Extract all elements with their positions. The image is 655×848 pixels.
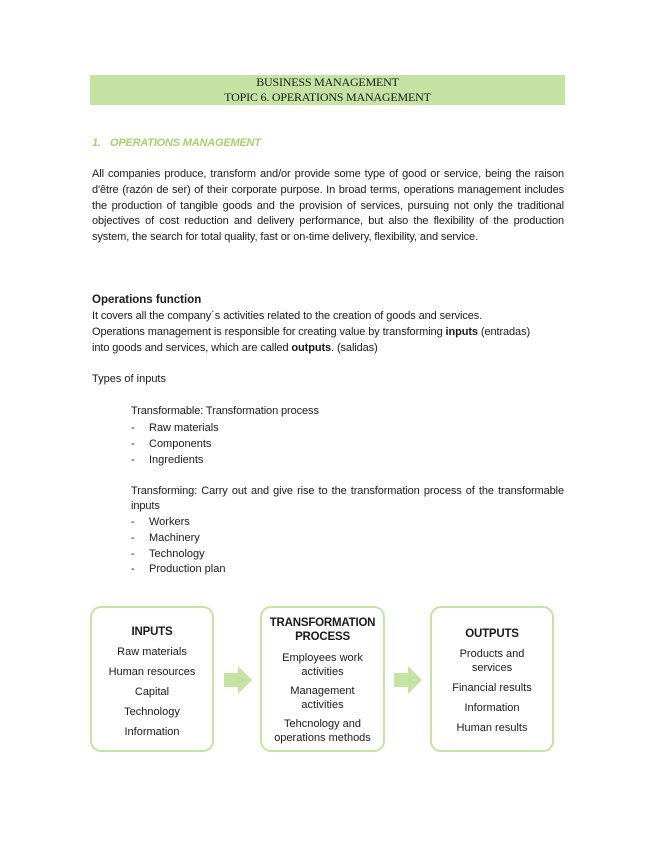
transformable-title: Transformable: Transformation process — [131, 405, 319, 417]
process-box-title-line-2: PROCESS — [295, 631, 350, 643]
header-course-title: BUSINESS MANAGEMENT — [256, 75, 399, 89]
section-number: 1. — [92, 137, 101, 149]
operations-function-line-2: Operations management is responsible for creating value by transforming inputs (entradas) — [92, 326, 531, 338]
process-item: Tehcnology and operations methods — [274, 718, 371, 744]
section-title: OPERATIONS MANAGEMENT — [110, 137, 261, 149]
inputs-item: Human resources — [108, 666, 196, 678]
transformable-list — [131, 421, 219, 468]
inputs-term: inputs — [445, 326, 478, 338]
process-box-title-line-1: TRANSFORMATION — [269, 617, 376, 629]
flow-arrow-icon — [394, 666, 422, 694]
outputs-box — [430, 606, 554, 752]
document-header — [90, 75, 565, 105]
inputs-box — [90, 606, 214, 752]
inputs-item: Information — [124, 726, 180, 738]
inputs-item: Capital — [134, 686, 170, 698]
operations-function-title: Operations function — [92, 294, 202, 306]
transforming-title: Transforming: Carry out and give rise to the transformation process of the transformable inputs — [131, 485, 564, 512]
operations-function-line-3: into goods and services, which are called outputs. (salidas) — [92, 342, 378, 354]
inputs-box-title: INPUTS — [131, 626, 173, 638]
section-heading — [92, 137, 261, 149]
process-item: Employees work activities — [282, 652, 363, 678]
outputs-item: Human results — [456, 722, 528, 734]
outputs-item: Information — [464, 702, 520, 714]
list-item: - Machinery — [131, 531, 200, 544]
list-item: - Production plan — [131, 563, 226, 576]
flow-arrow-icon — [224, 666, 252, 694]
list-item: - Technology — [131, 547, 205, 560]
outputs-box-title: OUTPUTS — [465, 628, 519, 640]
types-of-inputs-label: Types of inputs — [92, 373, 166, 385]
inputs-item: Raw materials — [117, 646, 187, 658]
header-topic-title: TOPIC 6. OPERATIONS MANAGEMENT — [224, 89, 431, 104]
transforming-list — [131, 515, 225, 578]
intro-paragraph: All companies produce, transform and/or provide some type of good or service, being the raison d'être (razón de ser) of their corporate purpose. In broad terms, operations management includes the production of tangible goods and the provision of services, pursuing not only the traditional objectives of cost reduction and delivery performance, but also the flexibility of the production system, the search for total quality, fast or on-time delivery, flexibility, and service. — [92, 168, 564, 244]
list-item: - Workers — [131, 516, 190, 528]
list-item: - Ingredients — [131, 453, 204, 466]
outputs-term: outputs — [291, 342, 332, 354]
outputs-item: Financial results — [452, 682, 532, 694]
transformation-process-box — [260, 606, 385, 752]
outputs-item: Products and services — [459, 648, 525, 674]
process-item: Management activities — [290, 685, 355, 711]
operations-function-line-1: It covers all the company´s activities related to the creation of goods and services. — [92, 310, 483, 322]
list-item: - Components — [131, 437, 212, 450]
inputs-item: Technology — [124, 706, 180, 718]
list-item: - Raw materials — [131, 422, 219, 434]
